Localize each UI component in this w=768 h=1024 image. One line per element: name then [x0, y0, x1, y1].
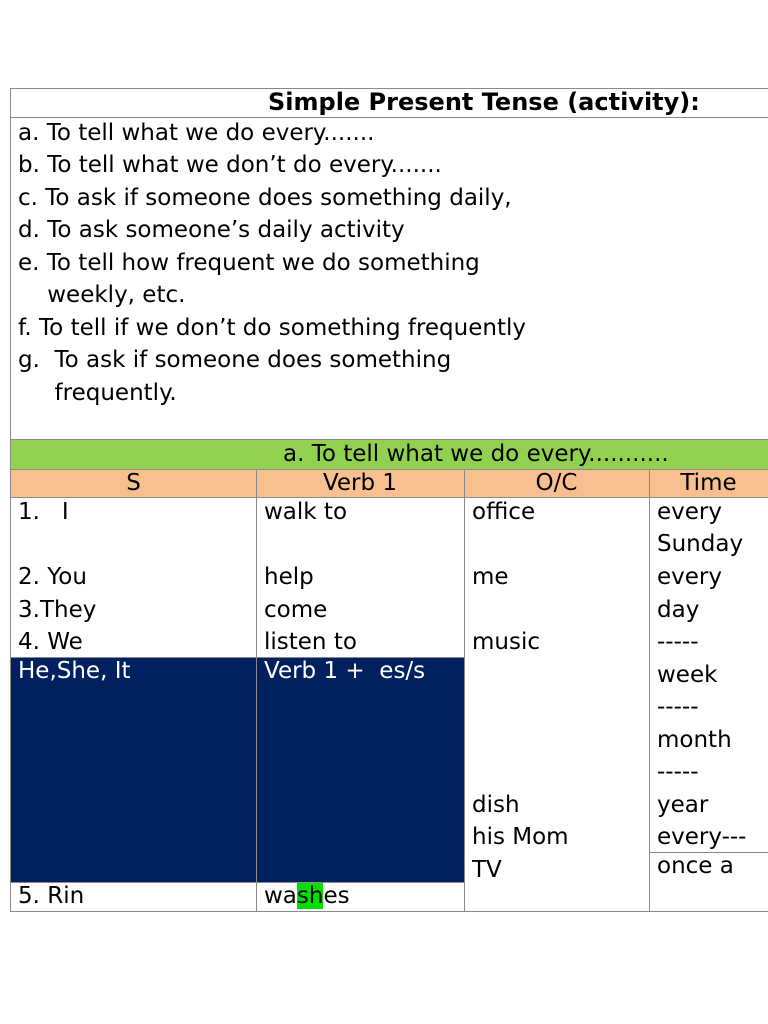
- verb-prefix: wa: [264, 883, 297, 909]
- subject-cell: 2. You: [18, 564, 87, 590]
- column-header-time: Time: [680, 470, 737, 496]
- verb-cell: listen to: [264, 629, 357, 655]
- verb-cell: Verb 1 + es/s: [264, 658, 426, 684]
- verb-cell: come: [264, 597, 328, 623]
- column-divider-1: [256, 469, 257, 912]
- list-item: frequently.: [18, 380, 177, 406]
- object-cell: office: [472, 499, 536, 525]
- column-header-verb: Verb 1: [322, 470, 398, 496]
- list-item: c. To ask if someone does something daily,: [18, 185, 512, 211]
- time-cell: once a: [657, 853, 734, 879]
- time-cell: -----: [657, 694, 699, 720]
- column-divider-2: [464, 469, 465, 912]
- list-item: d. To ask someone’s daily activity: [18, 217, 405, 243]
- column-header-s: S: [126, 470, 141, 496]
- border-bottom-right: [464, 911, 768, 912]
- time-cell: day: [657, 597, 700, 623]
- column-header-oc: O/C: [535, 470, 578, 496]
- object-cell: dish: [472, 792, 520, 818]
- object-cell: me: [472, 564, 509, 590]
- verb-cell: help: [264, 564, 314, 590]
- time-cell: every: [657, 499, 722, 525]
- third-person-block: [11, 658, 464, 882]
- verb-cell: walk to: [264, 499, 348, 525]
- verb-cell-rin: [264, 880, 350, 912]
- time-cell: every: [657, 564, 722, 590]
- list-item: g. To ask if someone does something: [18, 347, 452, 373]
- column-divider-3: [649, 469, 650, 912]
- section-heading: a. To tell what we do every...........: [283, 441, 669, 467]
- subject-cell: 4. We: [18, 629, 83, 655]
- header-top-divider: [10, 469, 768, 470]
- object-cell: music: [472, 629, 541, 655]
- highlighted-letters: sh: [296, 883, 324, 909]
- subject-cell: 3.They: [18, 597, 97, 623]
- subject-cell: 5. Rin: [18, 883, 85, 909]
- list-item: b. To tell what we don’t do every.......: [18, 152, 442, 178]
- time-cell: -----: [657, 759, 699, 785]
- list-item: weekly, etc.: [18, 282, 186, 308]
- list-item: a. To tell what we do every.......: [18, 120, 375, 146]
- subject-cell: He,She, It: [18, 658, 131, 684]
- subject-cell: 1. I: [18, 499, 69, 525]
- page-title: Simple Present Tense (activity):: [268, 88, 700, 116]
- time-cell: month: [657, 727, 732, 753]
- object-cell: his Mom: [472, 824, 569, 850]
- time-cell: Sunday: [657, 531, 744, 557]
- time-cell: -----: [657, 629, 699, 655]
- time-cell: week: [657, 662, 718, 688]
- time-cell: year: [657, 792, 709, 818]
- list-item: f. To tell if we don’t do something frequently: [18, 315, 526, 341]
- time-cell: every---: [657, 824, 747, 850]
- list-item: e. To tell how frequent we do something: [18, 250, 480, 276]
- verb-suffix: es: [323, 883, 350, 909]
- object-cell: TV: [472, 857, 502, 883]
- header-bottom-divider: [10, 497, 768, 498]
